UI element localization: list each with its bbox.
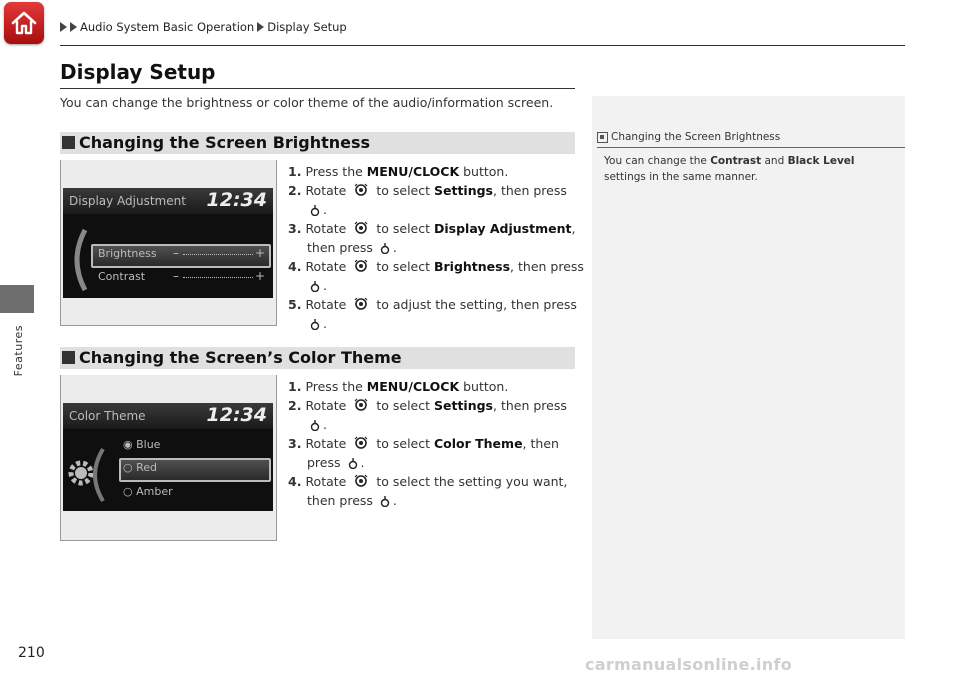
header-divider [60, 45, 905, 46]
section-heading-color-theme [60, 348, 402, 367]
gear-icon [65, 445, 107, 505]
selector-knob-icon [354, 436, 368, 450]
dial-arc-icon [67, 228, 89, 292]
press-knob-icon [309, 419, 321, 431]
press-knob-icon [309, 280, 321, 292]
step-item-cont: . [288, 415, 567, 434]
breadcrumb-item-display-setup[interactable]: Display Setup [267, 20, 347, 34]
step-item-cont: then press . [307, 240, 397, 255]
color-theme-steps [288, 377, 567, 510]
screen-title: Color Theme [69, 409, 146, 423]
selector-knob-icon [354, 297, 368, 311]
note-body: You can change the Contrast and Black Level settings in the same manner. [604, 155, 855, 183]
section-square-icon [62, 351, 75, 364]
press-knob-icon [347, 457, 359, 469]
breadcrumb-arrow-icon [60, 22, 67, 32]
step-item: 2. Rotate to select Settings, then press [288, 398, 567, 413]
note-heading-text: Changing the Screen Brightness [611, 131, 781, 143]
selector-knob-icon [354, 398, 368, 412]
press-knob-icon [309, 318, 321, 330]
selector-knob-icon [354, 221, 368, 235]
side-chapter-tab [0, 285, 34, 313]
step-item: 3. Rotate to select Color Theme, then [288, 436, 559, 451]
step-item: 3. Rotate to select Display Adjustment, [288, 221, 576, 236]
breadcrumb-arrow-icon [257, 22, 264, 32]
step-item-cont: press . [307, 455, 365, 470]
brightness-screen-image [60, 160, 277, 326]
step-item: 5. Rotate to adjust the setting, then press [288, 297, 577, 312]
selector-knob-icon [354, 259, 368, 273]
step-item: 2. Rotate to select Settings, then press [288, 183, 567, 198]
option-red: ○ Red [123, 461, 158, 474]
option-blue: ◉ Blue [123, 438, 161, 451]
breadcrumb [60, 20, 347, 34]
home-button[interactable] [4, 2, 44, 44]
step-item: 1. Press the MENU/CLOCK button. [288, 164, 509, 179]
section-square-icon [62, 136, 75, 149]
side-chapter-label: Features [12, 325, 25, 377]
step-item-cont: . [288, 276, 584, 295]
screen-clock: 12:34 [206, 189, 267, 211]
page-number: 210 [18, 645, 45, 661]
note-reference-icon [597, 132, 608, 143]
note-heading [597, 131, 780, 143]
step-item-cont: . [288, 200, 584, 219]
brightness-row-label: Brightness [98, 247, 157, 260]
note-divider [597, 147, 905, 148]
intro-text: You can change the brightness or color theme of the audio/information screen. [60, 95, 554, 110]
selector-knob-icon [354, 183, 368, 197]
step-item: 1. Press the MENU/CLOCK button. [288, 379, 509, 394]
color-theme-screen-image [60, 375, 277, 541]
display-screen: Display Adjustment 12:34 Brightness Contrast – + – + [63, 188, 273, 298]
page-title: Display Setup [60, 60, 216, 84]
title-divider [60, 88, 575, 89]
screen-clock: 12:34 [206, 404, 267, 426]
section-heading-text: Changing the Screen’s Color Theme [79, 348, 402, 367]
section-heading-brightness [60, 133, 370, 152]
step-item: 4. Rotate to select the setting you want, [288, 474, 568, 489]
step-item: 4. Rotate to select Brightness, then press [288, 259, 584, 274]
breadcrumb-arrow-icon [70, 22, 77, 32]
step-item-cont: then press . [307, 493, 397, 508]
brightness-steps [288, 162, 584, 333]
press-knob-icon [379, 242, 391, 254]
screen-title: Display Adjustment [69, 194, 186, 208]
brightness-scale [183, 254, 253, 263]
selector-knob-icon [354, 474, 368, 488]
press-knob-icon [309, 204, 321, 216]
option-amber: ○ Amber [123, 485, 173, 498]
display-screen [63, 403, 273, 511]
breadcrumb-item-audio-system[interactable]: Audio System Basic Operation [80, 20, 255, 34]
step-item-cont: . [288, 314, 584, 333]
section-heading-text: Changing the Screen Brightness [79, 133, 371, 152]
home-icon [10, 9, 38, 37]
press-knob-icon [379, 495, 391, 507]
watermark: carmanualsonline.info [585, 655, 793, 674]
contrast-scale [183, 277, 253, 286]
contrast-row-label: Contrast [98, 270, 146, 283]
